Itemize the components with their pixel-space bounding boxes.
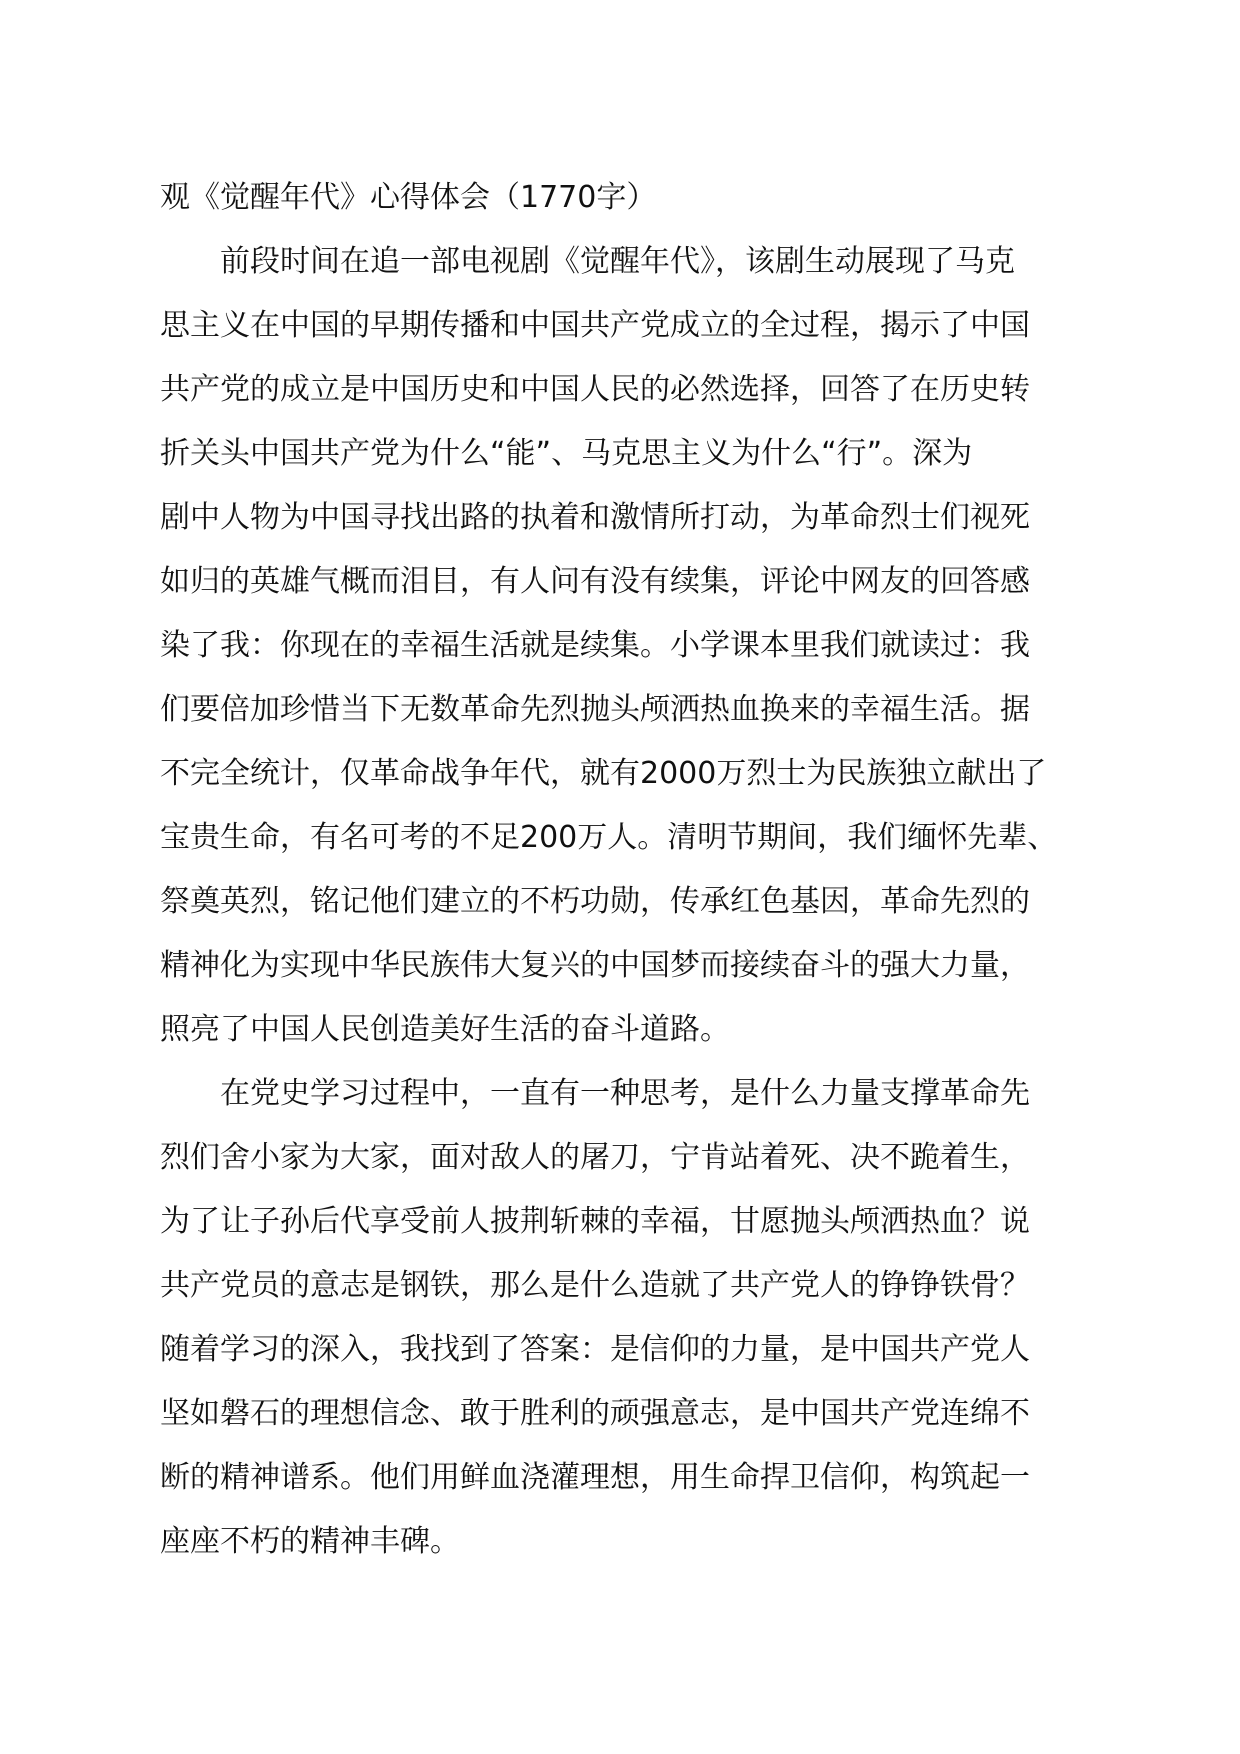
paragraph-line: 祭奠英烈，铭记他们建立的不朽功勋，传承红色基因，革命先烈的 [160, 884, 1030, 919]
paragraph-line: 为了让子孙后代享受前人披荆斩棘的幸福，甘愿抛头颅洒热血？说 [160, 1204, 1030, 1239]
paragraph-line: 坚如磐石的理想信念、敢于胜利的顽强意志，是中国共产党连绵不 [160, 1396, 1030, 1431]
paragraph-line: 折关头中国共产党为什么“能”、马克思主义为什么“行”。深为 [160, 436, 973, 471]
paragraph-line: 在党史学习过程中，一直有一种思考，是什么力量支撑革命先 [220, 1076, 1030, 1111]
paragraph-line: 思主义在中国的早期传播和中国共产党成立的全过程，揭示了中国 [160, 308, 1030, 343]
paragraph-2 [160, 1062, 1090, 1574]
paragraph-line: 烈们舍小家为大家，面对敌人的屠刀，宁肯站着死、决不跪着生， [160, 1140, 1030, 1175]
paragraph-line: 剧中人物为中国寻找出路的执着和激情所打动，为革命烈士们视死 [160, 500, 1030, 535]
paragraph-line: 们要倍加珍惜当下无数革命先烈抛头颅洒热血换来的幸福生活。据 [160, 692, 1030, 727]
paragraph-line: 染了我：你现在的幸福生活就是续集。小学课本里我们就读过：我 [160, 628, 1030, 663]
document-page [160, 166, 1090, 1574]
paragraph-line: 精神化为实现中华民族伟大复兴的中国梦而接续奋斗的强大力量， [160, 948, 1030, 983]
paragraph-line: 共产党员的意志是钢铁，那么是什么造就了共产党人的铮铮铁骨？ [160, 1268, 1030, 1303]
paragraph-1 [160, 230, 1090, 1062]
paragraph-line: 如归的英雄气概而泪目，有人问有没有续集，评论中网友的回答感 [160, 564, 1030, 599]
paragraph-line: 断的精神谱系。他们用鲜血浇灌理想，用生命捍卫信仰，构筑起一 [160, 1460, 1030, 1495]
paragraph-line: 照亮了中国人民创造美好生活的奋斗道路。 [160, 1012, 730, 1047]
paragraph-line: 前段时间在追一部电视剧《觉醒年代》，该剧生动展现了马克 [220, 244, 1015, 279]
paragraph-line: 不完全统计，仅革命战争年代，就有2000万烈士为民族独立献出了 [160, 756, 1047, 791]
document-title: 观《觉醒年代》心得体会（1770字） [160, 180, 657, 215]
paragraph-line: 座座不朽的精神丰碑。 [160, 1524, 460, 1559]
paragraph-line: 随着学习的深入，我找到了答案：是信仰的力量，是中国共产党人 [160, 1332, 1030, 1367]
paragraph-line: 共产党的成立是中国历史和中国人民的必然选择，回答了在历史转 [160, 372, 1030, 407]
paragraph-line: 宝贵生命，有名可考的不足200万人。清明节期间，我们缅怀先辈、 [160, 820, 1058, 855]
